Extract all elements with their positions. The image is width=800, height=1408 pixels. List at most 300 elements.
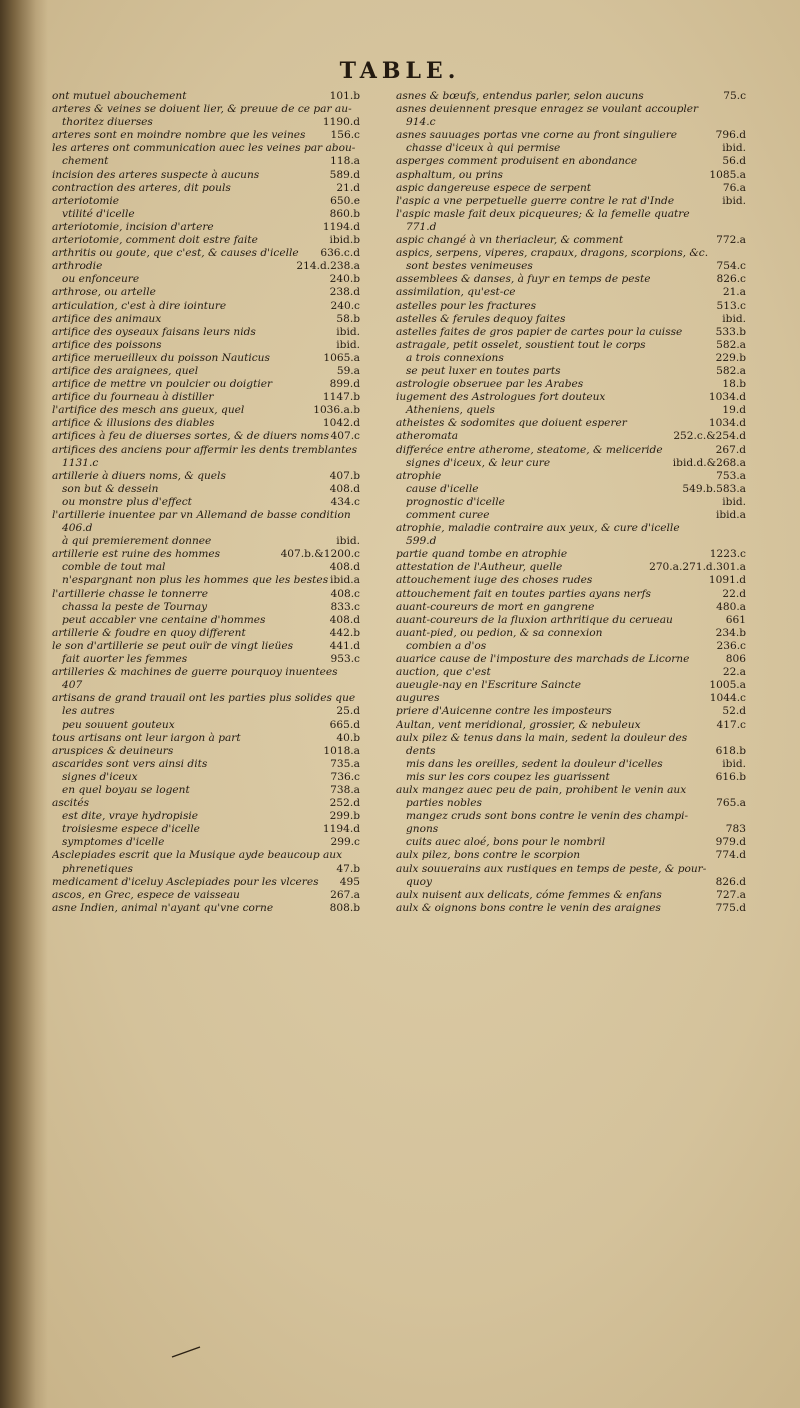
index-entry-page: 408.d xyxy=(329,613,360,626)
index-entry xyxy=(396,129,746,142)
index-entry xyxy=(52,640,360,653)
index-entry xyxy=(396,535,746,548)
index-entry-page: 1005.a xyxy=(709,679,746,692)
index-entry-text: arteriotomie xyxy=(52,194,120,207)
index-entry-page: ibid. xyxy=(336,325,360,338)
index-entry-page: 1065.a xyxy=(323,351,360,364)
index-entry-page: 979.d xyxy=(715,836,746,849)
index-entry-page: ibid.a xyxy=(329,574,360,587)
index-entry-text: artifice merueilleux du poisson Nauticus xyxy=(52,351,270,364)
index-entry xyxy=(52,90,360,103)
index-entry-page: 442.b xyxy=(329,626,360,639)
index-entry xyxy=(396,286,746,299)
index-entry-page: 826.c xyxy=(716,273,746,286)
index-entry-page: 299.c xyxy=(330,836,360,849)
index-entry xyxy=(52,588,360,601)
index-entry-text: arteriotomie, incision d'artere xyxy=(52,220,214,233)
index-entry-page: 240.c xyxy=(330,299,360,312)
index-entry-page: 775.d xyxy=(715,901,746,914)
index-entry-text: aulx pilez & tenus dans la main, sedent la douleur des xyxy=(396,731,688,744)
index-entry-text: aspics, serpens, viperes, crapaux, dragons, scorpions, &c. xyxy=(396,247,709,260)
index-entry-text: l'aspic masle fait deux picqueures; & la femelle quatre xyxy=(396,207,690,220)
index-entry xyxy=(52,391,360,404)
index-entry-page: 441.d xyxy=(329,639,360,652)
index-entry-page: 808.b xyxy=(329,901,360,914)
index-entry-page: 1194.d xyxy=(322,220,360,233)
index-entry xyxy=(52,430,360,443)
index-entry-text: astrologie obseruee par les Arabes xyxy=(396,378,584,391)
index-entry-page: ibid. xyxy=(722,495,746,508)
index-entry xyxy=(52,326,360,339)
index-entry xyxy=(52,208,360,221)
index-entry-text: mangez cruds sont bons contre le venin des champi- xyxy=(406,810,689,823)
index-entry-text: artifice des araignees, quel xyxy=(52,364,199,377)
index-entry xyxy=(52,810,360,823)
index-entry-page: 480.a xyxy=(716,600,746,613)
index-entry xyxy=(52,823,360,836)
index-entry xyxy=(52,719,360,732)
index-entry-text: quoy xyxy=(406,875,432,888)
index-entry-text: son but & dessein xyxy=(62,482,159,495)
index-entry xyxy=(396,103,746,116)
index-entry-text: phrenetiques xyxy=(62,862,133,875)
index-entry-page: 21.a xyxy=(722,286,746,299)
index-entry-text: assimilation, qu'est-ce xyxy=(396,286,516,299)
index-entry-page: 118.a xyxy=(330,155,360,168)
index-entry-page: 408.c xyxy=(330,587,360,600)
index-entry xyxy=(52,313,360,326)
index-entry-page: 650.e xyxy=(330,194,360,207)
index-entry-page: 899.d xyxy=(329,378,360,391)
index-entry-page: ibid. xyxy=(722,194,746,207)
index-entry xyxy=(396,640,746,653)
index-entry xyxy=(396,522,746,535)
index-entry-page: 156.c xyxy=(330,129,360,142)
index-entry-text: artillerie & foudre en quoy different xyxy=(52,626,246,639)
index-entry xyxy=(396,745,746,758)
index-entry-text: sont bestes venimeuses xyxy=(406,260,533,273)
index-entry-text: dents xyxy=(406,744,436,757)
index-entry xyxy=(396,339,746,352)
index-entry xyxy=(396,90,746,103)
index-entry-page: 58.b xyxy=(336,312,360,325)
index-entry xyxy=(396,326,746,339)
ink-mark xyxy=(170,1345,202,1359)
index-entry-text: astragale, petit osselet, soustient tout le corps xyxy=(396,338,646,351)
index-entry-text: auant-coureurs de mort en gangrene xyxy=(396,600,595,613)
index-entry xyxy=(396,430,746,443)
index-entry-page: 661 xyxy=(725,613,746,626)
index-entry xyxy=(52,614,360,627)
index-entry xyxy=(52,470,360,483)
index-entry xyxy=(52,784,360,797)
index-entry-page: 738.a xyxy=(330,783,360,796)
index-entry-page: 229.b xyxy=(715,351,746,364)
index-entry-text: l'aspic a vne perpetuelle guerre contre le rat d'Inde xyxy=(396,194,675,207)
index-entry-text: combien a d'os xyxy=(406,639,487,652)
index-entry-text: artifice & illusions des diables xyxy=(52,417,215,430)
index-entry-text: arteres sont en moindre nombre que les veines xyxy=(52,129,306,142)
index-entry xyxy=(396,758,746,771)
index-entry-page: 774.d xyxy=(715,849,746,862)
index-entry-text: ascités xyxy=(52,797,90,810)
index-entry xyxy=(52,155,360,168)
index-entry xyxy=(396,417,746,430)
index-entry-text: arteriotomie, comment doit estre faite xyxy=(52,234,258,247)
index-entry xyxy=(52,679,360,692)
index-entry xyxy=(396,273,746,286)
index-entry-text: signes d'iceux xyxy=(62,770,138,783)
index-entry xyxy=(396,627,746,640)
index-entry-text: astelles pour les fractures xyxy=(396,299,537,312)
index-entry-text: chement xyxy=(62,155,109,168)
index-entry xyxy=(52,182,360,195)
index-entry-text: parties nobles xyxy=(406,797,482,810)
index-entry xyxy=(396,810,746,823)
index-entry-page: 407.c xyxy=(330,430,360,443)
index-entry-text: l'artillerie inuentee par vn Allemand de basse condition xyxy=(52,509,351,521)
index-entry-page: 1036.a.b xyxy=(313,404,360,417)
index-entry-text: auarice cause de l'imposture des marchads de Licorne xyxy=(396,653,690,666)
index-entry xyxy=(52,627,360,640)
index-entry-text: attouchement iuge des choses rudes xyxy=(396,574,593,587)
index-entry-text: iugement des Astrologues fort douteux xyxy=(396,391,606,404)
index-entry-text: attestation de l'Autheur, quelle xyxy=(396,561,563,574)
index-entry-text: atrophie xyxy=(396,469,442,482)
index-entry xyxy=(396,574,746,587)
index-entry xyxy=(52,378,360,391)
index-entry-page: 434.c xyxy=(330,495,360,508)
index-entry xyxy=(396,300,746,313)
index-entry xyxy=(52,234,360,247)
index-entry-page: 513.c xyxy=(716,299,746,312)
index-entry-text: ou monstre plus d'effect xyxy=(62,495,192,508)
index-entry-text: assemblees & danses, à fuyr en temps de peste xyxy=(396,273,651,286)
index-entry xyxy=(396,588,746,601)
index-entry-text: Asclepiades escrit que la Musique ayde beaucoup aux xyxy=(52,849,343,862)
index-entry-page: 735.a xyxy=(330,757,360,770)
index-entry-text: comment curee xyxy=(406,509,490,521)
index-entry xyxy=(396,391,746,404)
index-entry-text: atrophie, maladie contraire aux yeux, & cure d'icelle xyxy=(396,522,680,535)
index-entry-page: 407.b.&1200.c xyxy=(280,548,360,561)
index-entry-text: l'artifice des mesch ans gueux, quel xyxy=(52,404,245,417)
index-entry-text: peu souuent gouteux xyxy=(62,718,175,731)
index-entry xyxy=(396,797,746,810)
index-entry-page: 101.b xyxy=(329,90,360,102)
index-entry xyxy=(52,771,360,784)
index-entry xyxy=(52,692,360,705)
index-entry xyxy=(396,116,746,129)
index-entry-text: mis sur les cors coupez les guarissent xyxy=(406,770,610,783)
index-entry xyxy=(396,719,746,732)
index-entry-text: arthritis ou goute, que c'est, & causes d'icelle xyxy=(52,247,299,260)
index-entry-page: 783 xyxy=(725,823,746,836)
index-entry-text: atheistes & sodomites que doiuent esperer xyxy=(396,417,627,430)
index-entry-page: 76.a xyxy=(722,181,746,194)
index-entry-page: 234.b xyxy=(715,626,746,639)
index-entry-text: auction, que c'est xyxy=(396,666,491,679)
index-entry-page: ibid. xyxy=(336,338,360,351)
index-entry xyxy=(52,522,360,535)
index-entry-page: ibid.d.&268.a xyxy=(672,456,746,469)
index-entry-text: asnes deuiennent presque enragez se voulant accoupler xyxy=(396,103,699,116)
index-entry-text: chasse d'iceux à qui permise xyxy=(406,142,561,155)
index-entry-page: 796.d xyxy=(715,129,746,142)
index-entry xyxy=(396,876,746,889)
index-entry xyxy=(396,260,746,273)
index-entry xyxy=(396,509,746,522)
index-entry xyxy=(396,705,746,718)
index-entry-text: aueugle-nay en l'Escriture Saincte xyxy=(396,679,582,692)
index-entry xyxy=(52,169,360,182)
index-entry-text: prognostic d'icelle xyxy=(406,495,505,508)
index-entry-text: tous artisans ont leur iargon à part xyxy=(52,731,241,744)
index-entry xyxy=(52,365,360,378)
index-entry xyxy=(396,889,746,902)
index-entry xyxy=(52,129,360,142)
index-entry-page: 267.d xyxy=(715,443,746,456)
index-entry-page: 252.c.&254.d xyxy=(673,430,746,443)
index-entry xyxy=(396,863,746,876)
index-entry-page: 772.a xyxy=(716,234,746,247)
index-entry-text: peut accabler vne centaine d'hommes xyxy=(62,613,266,626)
index-entry-page: ibid. xyxy=(722,142,746,155)
index-entry-text: le son d'artillerie se peut ouïr de vingt lieües xyxy=(52,639,294,652)
index-entry-page: 754.c xyxy=(716,260,746,273)
index-entry-text: ascarides sont vers ainsi dits xyxy=(52,757,208,770)
index-entry xyxy=(52,300,360,313)
index-entry-text: aulx nuisent aux delicats, cóme femmes & enfans xyxy=(396,888,662,901)
index-entry-page: 408.d xyxy=(329,482,360,495)
index-entry-page: 1091.d xyxy=(708,574,746,587)
index-entry-page: 252.d xyxy=(329,797,360,810)
index-entry-text: priere d'Auicenne contre les imposteurs xyxy=(396,705,612,718)
index-entry xyxy=(52,457,360,470)
index-entry-text: se peut luxer en toutes parts xyxy=(406,364,561,377)
index-entry xyxy=(396,404,746,417)
index-entry-text: artifices à feu de diuerses sortes, & de diuers noms xyxy=(52,430,330,443)
index-entry-page: 860.b xyxy=(329,207,360,220)
index-entry-page: 1042.d xyxy=(322,417,360,430)
index-column-right xyxy=(396,90,746,915)
index-entry-text: troisiesme espece d'icelle xyxy=(62,823,200,836)
index-entry-text: artillerie à diuers noms, & quels xyxy=(52,469,226,482)
index-entry-page: 56.d xyxy=(722,155,746,168)
index-entry xyxy=(396,182,746,195)
index-entry xyxy=(396,614,746,627)
index-entry-text: arteres & veines se doiuent lier, & preuue de ce par au- xyxy=(52,103,352,116)
index-entry-text: comble de tout mal xyxy=(62,561,166,574)
index-entry xyxy=(52,561,360,574)
index-entry-text: aruspices & deuineurs xyxy=(52,744,174,757)
index-entry-text: aspic dangereuse espece de serpent xyxy=(396,181,592,194)
index-entry-page: 407.b xyxy=(329,469,360,482)
index-entry-text: thoritez diuerses xyxy=(62,116,153,129)
index-entry-text: artisans de grand trauail ont les parties plus solides que xyxy=(52,692,356,705)
index-entry-page: 408.d xyxy=(329,561,360,574)
index-entry-page: 953.c xyxy=(330,653,360,666)
index-entry xyxy=(396,601,746,614)
index-entry-text: artifice des poissons xyxy=(52,338,162,351)
index-entry-text: a trois connexions xyxy=(406,351,504,364)
index-entry xyxy=(52,116,360,129)
index-entry-text: artifice des oyseaux faisans leurs nids xyxy=(52,325,256,338)
index-entry-text: artifice de mettre vn poulcier ou doigtier xyxy=(52,378,273,391)
index-entry-text: en quel boyau se logent xyxy=(62,783,190,796)
index-entry-text: aulx mangez auec peu de pain, prohibent le venin aux xyxy=(396,783,687,796)
index-entry-text: arthrose, ou artelle xyxy=(52,286,156,299)
index-entry xyxy=(52,601,360,614)
index-entry xyxy=(396,653,746,666)
index-entry-page: ibid. xyxy=(722,312,746,325)
index-entry xyxy=(52,483,360,496)
index-entry xyxy=(52,705,360,718)
index-entry xyxy=(52,849,360,862)
index-entry-text: 407 xyxy=(62,679,83,692)
index-entry xyxy=(52,273,360,286)
index-entry-text: l'artillerie chasse le tonnerre xyxy=(52,587,209,600)
index-entry-page: 236.c xyxy=(716,639,746,652)
index-entry-text: medicament d'iceluy Asclepiades pour les vlceres xyxy=(52,875,319,888)
index-entry-text: 771.d xyxy=(406,220,437,233)
index-entry xyxy=(52,863,360,876)
index-entry-page: 52.d xyxy=(722,705,746,718)
index-entry xyxy=(396,195,746,208)
index-entry-text: asnes & bœufs, entendus parler, selon aucuns xyxy=(396,90,644,102)
index-entry xyxy=(52,902,360,915)
index-entry xyxy=(52,745,360,758)
index-entry xyxy=(52,444,360,457)
index-entry-page: 75.c xyxy=(723,90,746,102)
index-entry xyxy=(396,679,746,692)
index-entry-page: 549.b.583.a xyxy=(682,482,746,495)
index-entry-text: artillerie est ruine des hommes xyxy=(52,548,221,561)
index-entry xyxy=(396,784,746,797)
index-entry-text: 914.c xyxy=(406,116,436,129)
index-entry-page: 753.a xyxy=(716,469,746,482)
index-entry-page: 826.d xyxy=(715,875,746,888)
index-entry xyxy=(52,221,360,234)
index-entry xyxy=(52,195,360,208)
index-entry-text: les arteres ont communication auec les veines par abou- xyxy=(52,142,356,155)
index-entry xyxy=(396,548,746,561)
index-entry xyxy=(396,444,746,457)
index-entry-page: 59.a xyxy=(336,364,360,377)
index-entry-page: 665.d xyxy=(329,718,360,731)
index-entry-text: n'espargnant non plus les hommes que les bestes xyxy=(62,574,329,587)
index-entry-text: chassa la peste de Tournay xyxy=(62,600,208,613)
index-entry-text: signes d'iceux, & leur cure xyxy=(406,456,551,469)
index-entry-text: asperges comment produisent en abondance xyxy=(396,155,638,168)
index-entry xyxy=(52,417,360,430)
index-entry-page: 582.a xyxy=(716,364,746,377)
index-entry xyxy=(52,574,360,587)
index-entry-text: auant-pied, ou pedion, & sa connexion xyxy=(396,626,603,639)
index-entry-page: 1034.d xyxy=(708,391,746,404)
index-entry xyxy=(52,352,360,365)
index-entry-text: 406.d xyxy=(62,522,93,535)
index-entry-text: gnons xyxy=(406,823,439,836)
index-entry-page: 727.a xyxy=(716,888,746,901)
index-entry-text: mis dans les oreilles, sedent la douleur d'icelles xyxy=(406,757,663,770)
index-entry xyxy=(52,496,360,509)
index-entry xyxy=(52,142,360,155)
index-entry-page: 1147.b xyxy=(322,391,360,404)
index-entry-text: artifices des anciens pour affermir les dents tremblantes xyxy=(52,443,358,456)
index-entry-text: artilleries & machines de guerre pourquoy inuentees xyxy=(52,666,338,679)
index-entry xyxy=(396,771,746,784)
index-entry-text: aulx pilez, bons contre le scorpion xyxy=(396,849,581,862)
index-entry xyxy=(396,496,746,509)
index-entry xyxy=(52,889,360,902)
index-entry xyxy=(52,836,360,849)
index-entry-text: les autres xyxy=(62,705,115,718)
index-entry-text: artifice des animaux xyxy=(52,312,162,325)
index-entry-text: asnes sauuages portas vne corne au front singuliere xyxy=(396,129,678,142)
index-entry-page: 618.b xyxy=(715,744,746,757)
index-entry-page: 736.c xyxy=(330,770,360,783)
index-entry-text: ou enfonceure xyxy=(62,273,140,286)
index-entry-page: 1085.a xyxy=(709,168,746,181)
index-entry xyxy=(396,836,746,849)
index-entry-page: 1044.c xyxy=(709,692,746,705)
index-entry-page: 806 xyxy=(725,653,746,666)
index-entry xyxy=(396,365,746,378)
index-entry-text: cause d'icelle xyxy=(406,482,479,495)
index-entry xyxy=(396,378,746,391)
index-entry xyxy=(396,470,746,483)
index-entry-text: Atheniens, quels xyxy=(406,404,495,417)
index-entry-text: 599.d xyxy=(406,535,437,548)
index-entry-text: augures xyxy=(396,692,440,705)
index-entry-text: partie quand tombe en atrophie xyxy=(396,548,568,561)
index-entry-text: differéce entre atherome, steatome, & meliceride xyxy=(396,443,663,456)
index-entry-page: 18.b xyxy=(722,378,746,391)
index-entry xyxy=(396,902,746,915)
index-entry-page: 214.d.238.a xyxy=(296,260,360,273)
index-entry-text: vtilité d'icelle xyxy=(62,207,135,220)
index-entry-page: 495 xyxy=(339,875,360,888)
index-entry-text: incision des arteres suspecte à aucuns xyxy=(52,168,260,181)
index-entry-text: asne Indien, animal n'ayant qu'vne corne xyxy=(52,901,274,914)
index-entry xyxy=(52,339,360,352)
index-entry-page: 299.b xyxy=(329,810,360,823)
index-entry xyxy=(52,260,360,273)
index-entry-text: articulation, c'est à dire iointure xyxy=(52,299,227,312)
index-entry-page: 22.a xyxy=(722,666,746,679)
index-entry xyxy=(52,509,360,522)
index-entry xyxy=(396,849,746,862)
index-entry xyxy=(396,483,746,496)
index-entry xyxy=(52,732,360,745)
index-entry-text: 1131.c xyxy=(62,456,99,469)
index-entry-page: 417.c xyxy=(716,718,746,731)
index-entry-text: cuits auec aloé, bons pour le nombril xyxy=(406,836,606,849)
index-entry-page: 19.d xyxy=(722,404,746,417)
index-entry-page: ibid.b xyxy=(329,234,360,247)
index-entry-text: ont mutuel abouchement xyxy=(52,90,187,102)
index-entry xyxy=(396,561,746,574)
index-entry-page: 589.d xyxy=(329,168,360,181)
index-entry-page: 1190.d xyxy=(322,116,360,129)
index-entry-text: auant-coureurs de la fluxion arthritique du cerueau xyxy=(396,613,673,626)
index-entry-text: astelles & ferules dequoy faites xyxy=(396,312,566,325)
index-entry-text: aulx & oignons bons contre le venin des araignes xyxy=(396,901,661,914)
index-entry-page: 25.d xyxy=(336,705,360,718)
index-entry-page: 1194.d xyxy=(322,823,360,836)
index-entry-text: attouchement fait en toutes parties ayans nerfs xyxy=(396,587,651,600)
